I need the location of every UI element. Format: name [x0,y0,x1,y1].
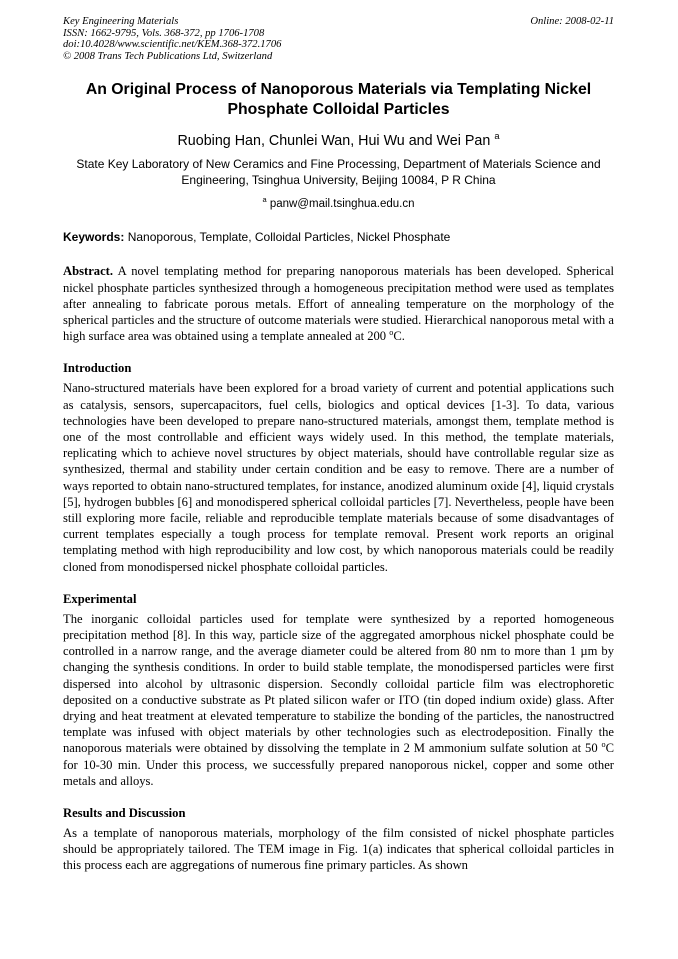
paper-title: An Original Process of Nanoporous Materials via Templating Nickel Phosphate Colloidal Particles [85,81,592,119]
experimental-paragraph [63,611,614,789]
abstract-text: A novel templating method for preparing nanoporous materials has been developed. Spherical nickel phosphate particles synthesized through a homogeneous precipitation method were used as templates after annealing to fabricate porous metals. Effort of annealing temperature on the morphology of the spherical particles and the structure of outcome materials were studied. Hierarchical nanoporous metal with a high surface area was obtained using a template annealed at 200 [63,264,614,344]
online-date: Online: 2008-02-11 [530,16,614,27]
journal-name: Key Engineering Materials [63,16,179,27]
section-heading-introduction: Introduction [63,361,132,376]
abstract-label: Abstract. [63,264,114,279]
results-paragraph: As a template of nanoporous materials, morphology of the film consisted of nickel phosphate particles should be appropriately tailored. The TEM image in Fig. 1(a) indicates that spherical colloidal particles in this process each are aggregations of numerous fine primary particles. As shown [63,826,614,873]
issn-line: ISSN: 1662-9795, Vols. 368-372, pp 1706-1708 [63,27,265,39]
experimental-text-2: C for 10-30 min. Under this process, we successfully prepared nanoporous nickel, copper and some other metals and alloys. [63,741,614,788]
keywords-line [63,229,614,245]
section-heading-experimental: Experimental [63,591,137,606]
email-line [63,196,614,212]
email-superscript: a [262,195,267,205]
experimental-degree-sup: o [601,740,606,750]
email-address: panw@mail.tsinghua.edu.cn [269,198,415,211]
author-superscript: a [494,131,500,142]
keywords-text: Nanoporous, Template, Colloidal Particles, Nickel Phosphate [127,230,451,245]
introduction-paragraph: Nano-structured materials have been explored for a broad variety of current and potential applications such as catalysis, sensors, supercapacitors, fuel cells, biologics and optical devices [1-3]. To data, various technologies have been developed to prepare nano-structured materials, amongst them, template method is one of the most controllable and efficient ways widely used. In this method, the template materials, replicating which to achieve novel structures by object materials, should have controllable regular size as synthesized, thermal and stability under certain condition and be easy to remove. There are a number of ways reported to obtain nano-structured templates, for instance, anodized aluminum oxide [4], liquid crystals [5], hydrogen bubbles [6] and monodispered spherical colloidal particles [7]. Nevertheless, people have been still exploring more facile, reliable and reproducible template materials because of some disadvantages of current templates especially a tough process for template removal. Present work reports an original templating method with high reproducibility and low cost, by which nanoporous materials could be readily cloned from monodispersed nickel phosphate colloidal particles. [63,381,614,574]
authors-text: Ruobing Han, Chunlei Wan, Hui Wu and Wei Pan [177,133,491,150]
doi-line: doi:10.4028/www.scientific.net/KEM.368-372.1706 [63,39,282,51]
header-left [63,16,281,62]
affiliation: State Key Laboratory of New Ceramics and Fine Processing, Department of Materials Science and Engineering, Tsinghua University, Beijing 10084, P R China [76,157,601,188]
author-list [63,132,614,150]
abstract-paragraph [63,263,614,344]
copyright-line: © 2008 Trans Tech Publications Ltd, Switzerland [63,50,273,62]
keywords-label: Keywords: [63,230,125,245]
experimental-text-1: The inorganic colloidal particles used for template were synthesized by a reported homogeneous precipitation method [8]. In this way, particle size of the aggregated amorphous nickel phosphate could be controlled in a narrow range, and the average diameter could be altered from 80 nm to more than 1 µm by changing the synthesis conditions. In order to build stable template, the monodispersed particles were first dispersed into alcohol by ultrasonic dispersion. Secondly colloidal particle film was electrophoretic deposited on a conductive substrate as Pt plated silicon wafer or ITO (tin doped indium oxide) glass. After drying and heat treatment at elevated temperature to stabilize the bonding of the particles, the nanostructred template was infused with object materials by other technologies such as electrodeposition. Finally the nanoporous materials were obtained by dissolving the template in 2 M ammonium sulfate solution at 50 [63,611,614,756]
journal-header [63,16,614,62]
abstract-degree-sup: o [389,328,394,337]
section-heading-results: Results and Discussion [63,806,186,821]
abstract-unit: C. [393,329,405,344]
